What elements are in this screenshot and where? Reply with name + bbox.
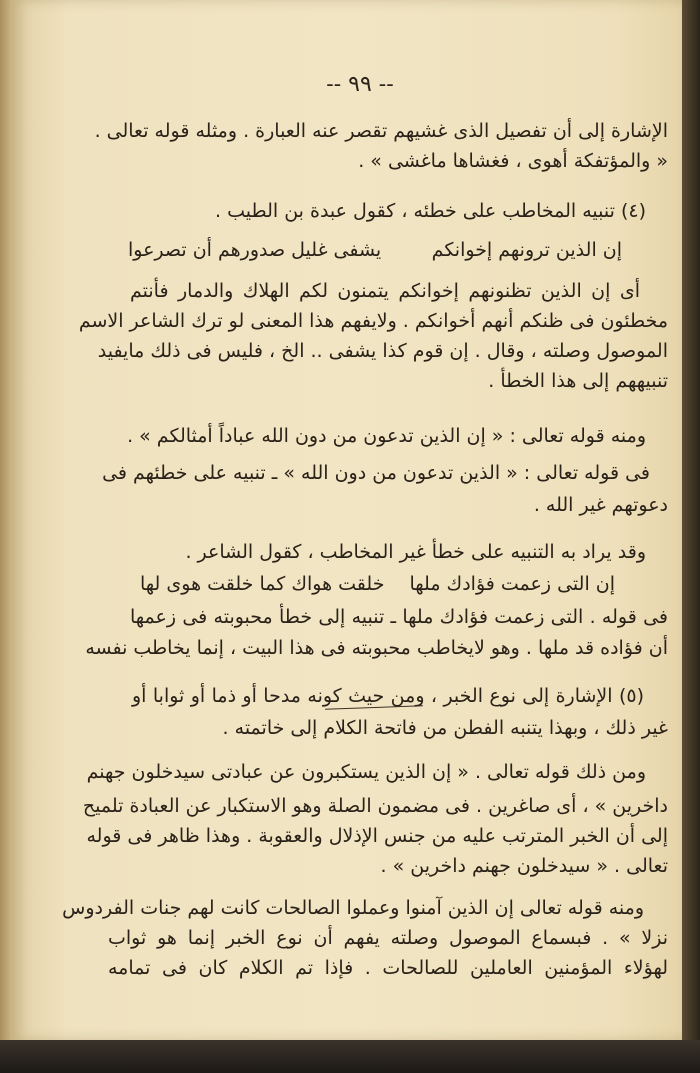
verse-right-hemistich: إن الذين ترونهم إخوانكم <box>431 239 622 261</box>
text-line: الإشارة إلى أن تفصيل الذى غشيهم تقصر عنه العبارة . ومثله قوله تعالى . <box>94 120 668 142</box>
text-line: دعوتهم غير الله . <box>533 494 668 516</box>
text-line: وقد يراد به التنبيه على خطأ غير المخاطب ، كقول الشاعر . <box>185 541 646 563</box>
text-line: لهؤلاء المؤمنين العاملين للصالحات . فإذا تم الكلام كان فى تمامه <box>108 957 668 979</box>
text-line: أى إن الذين تظنونهم إخوانكم يتمنون لكم الهلاك والدمار فأنتم <box>130 280 640 302</box>
page-number: -- ٩٩ -- <box>326 72 394 97</box>
text-line: أن فؤاده قد ملها . وهو لايخاطب محبوبته فى هذا البيت ، إنما يخاطب نفسه <box>85 637 668 659</box>
text-line: مخطئون فى ظنكم أنهم أخوانكم . ولايفهم هذا المعنى لو ترك الشاعر الاسم <box>78 310 668 332</box>
text-line: فى قوله . التى زعمت فؤادك ملها ـ تنبيه إلى خطأ محبوبته فى زعمها <box>130 606 668 628</box>
text-line: إلى أن الخبر المترتب عليه من جنس الإذلال والعقوبة . وهذا ظاهر فى قوله <box>86 825 668 847</box>
verse-left-hemistich: يشفى غليل صدورهم أن تصرعوا <box>128 239 382 261</box>
text-line: تعالى . « سيدخلون جهنم داخرين » . <box>380 855 668 877</box>
text-line: ومنه قوله تعالى : « إن الذين تدعون من دون الله عباداً أمثالكم » . <box>127 425 646 447</box>
text-line: داخرين » ، أى صاغرين . فى مضمون الصلة وهو الاستكبار عن العبادة تلميح <box>82 795 668 817</box>
text-line: ومنه قوله تعالى إن الذين آمنوا وعملوا الصالحات كانت لهم جنات الفردوس <box>62 897 644 919</box>
text-line: فى قوله تعالى : « الذين تدعون من دون الله » ـ تنبيه على خطئهم فى <box>102 462 650 484</box>
text-line: غير ذلك ، وبهذا يتنبه الفطن من فاتحة الكلام إلى خاتمته . <box>222 717 668 739</box>
text-line: ومن ذلك قوله تعالى . « إن الذين يستكبرون عن عبادتى سيدخلون جهنم <box>86 761 646 783</box>
verse-left-hemistich: خلقت هواك كما خلقت هوى لها <box>140 573 385 595</box>
text-line: (٤) تنبيه المخاطب على خطئه ، كقول عبدة بن الطيب . <box>215 200 646 222</box>
gutter-shadow <box>682 0 700 1040</box>
verse-right-hemistich: إن التى زعمت فؤادك ملها <box>409 573 615 595</box>
text-line: الموصول وصلته ، وقال . إن قوم كذا يشفى .. الخ ، فليس فى ذلك مايفيد <box>97 340 668 362</box>
text-line: نزلا » . فبسماع الموصول وصلته يفهم أن نوع الخبر إنما هو ثواب <box>108 927 668 949</box>
text-line: « والمؤتفكة أهوى ، فغشاها ماغشى » . <box>358 150 668 172</box>
bottom-shadow <box>0 1040 700 1073</box>
text-line: تنبيههم إلى هذا الخطأ . <box>488 370 668 392</box>
text-line: (٥) الإشارة إلى نوع الخبر ، ومن حيث كونه مدحا أو ذما أو ثوابا أو <box>132 685 644 707</box>
